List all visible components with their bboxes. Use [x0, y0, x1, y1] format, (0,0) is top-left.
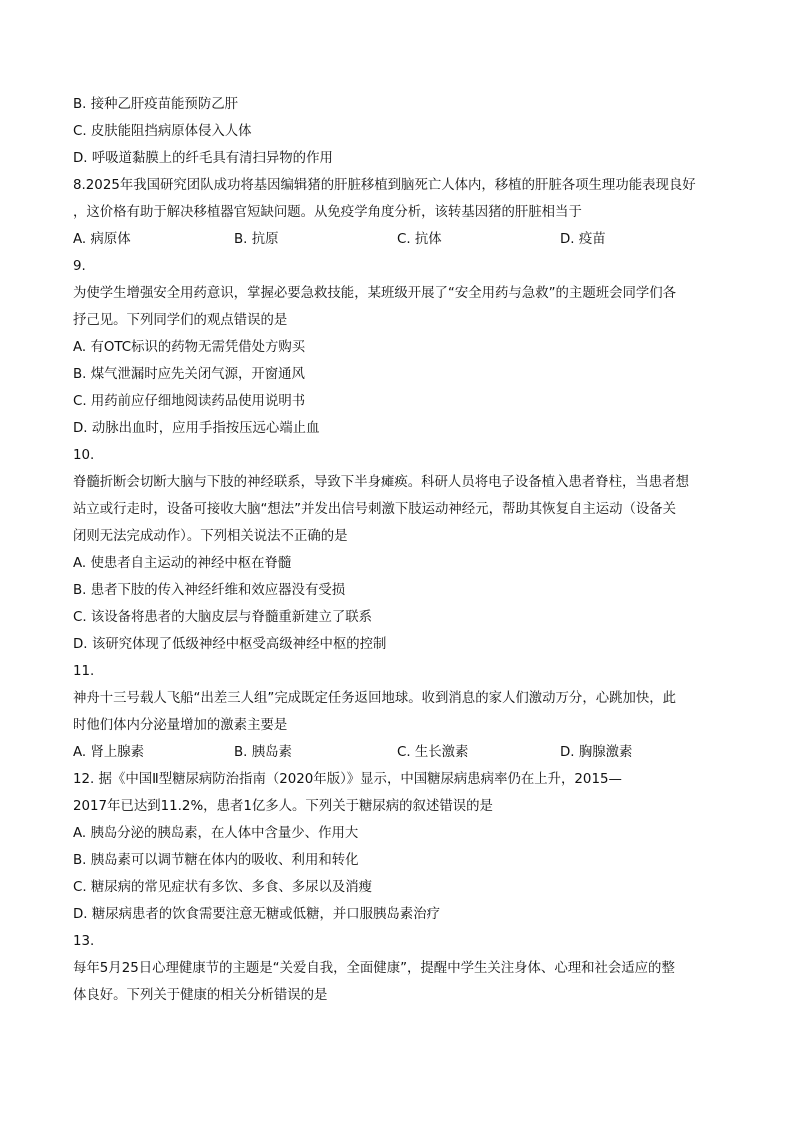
q8-option-a: A. 病原体	[73, 232, 131, 247]
q9-option-a: A. 有OTC标识的药物无需凭借处方购买	[73, 340, 306, 355]
q13-number: 13.	[73, 934, 95, 949]
q9-option-d: D. 动脉出血时，应用手指按压远心端止血	[73, 421, 320, 436]
q8-stem-line2: ，这价格有助于解决移植器官短缺问题。从免疫学角度分析，该转基因猪的肝脏相当于	[73, 205, 582, 220]
q12-option-b: B. 胰岛素可以调节糖在体内的吸收、利用和转化	[73, 853, 359, 868]
q9-stem-line1: 为使学生增强安全用药意识，掌握必要急救技能，某班级开展了“安全用药与急救”的主题班会同学们各	[73, 286, 677, 301]
q10-option-c: C. 该设备将患者的大脑皮层与脊髓重新建立了联系	[73, 610, 373, 625]
q10-stem-line1: 脊髓折断会切断大脑与下肢的神经联系，导致下半身瘫痪。科研人员将电子设备植入患者脊柱，当患者想	[73, 475, 689, 490]
q9-number: 9.	[73, 259, 86, 274]
q11-option-a: A. 肾上腺素	[73, 745, 144, 760]
q11-stem-line1: 神舟十三号载人飞船“出差三人组”完成既定任务返回地球。收到消息的家人们激动万分，心跳加快，此	[73, 691, 677, 706]
q8-stem-line1: 8.2025年我国研究团队成功将基因编辑猪的肝脏移植到脑死亡人体内，移植的肝脏各项生理功能表现良好	[73, 178, 696, 193]
q8-option-b: B. 抗原	[234, 232, 279, 247]
q12-option-c: C. 糖尿病的常见症状有多饮、多食、多尿以及消瘦	[73, 880, 373, 895]
q9-stem-line2: 抒己见。下列同学们的观点错误的是	[73, 313, 288, 328]
q9-option-c: C. 用药前应仔细地阅读药品使用说明书	[73, 394, 306, 409]
q11-option-d: D. 胸腺激素	[560, 745, 633, 760]
q10-stem-line2: 站立或行走时，设备可接收大脑“想法”并发出信号刺激下肢运动神经元，帮助其恢复自主运动（设备关	[73, 502, 677, 517]
q13-stem-line1: 每年5月25日心理健康节的主题是“关爱自我，全面健康”，提醒中学生关注身体、心理和社会适应的整	[73, 961, 675, 976]
q7-option-d: D. 呼吸道黏膜上的纤毛具有清扫异物的作用	[73, 151, 333, 166]
q10-option-d: D. 该研究体现了低级神经中枢受高级神经中枢的控制	[73, 637, 387, 652]
q10-stem-line3: 闭则无法完成动作）。下列相关说法不正确的是	[73, 529, 348, 544]
q12-option-a: A. 胰岛分泌的胰岛素，在人体中含量少、作用大	[73, 826, 359, 841]
q11-number: 11.	[73, 664, 95, 679]
q13-stem-line2: 体良好。下列关于健康的相关分析错误的是	[73, 988, 328, 1003]
q11-option-c: C. 生长激素	[397, 745, 469, 760]
q8-options	[73, 231, 723, 249]
q11-option-b: B. 胰岛素	[234, 745, 292, 760]
q8-option-d: D. 疫苗	[560, 232, 606, 247]
q10-option-a: A. 使患者自主运动的神经中枢在脊髓	[73, 556, 292, 571]
q11-stem-line2: 时他们体内分泌量增加的激素主要是	[73, 718, 288, 733]
q12-stem-line2: 2017年已达到11.2%，患者1亿多人。下列关于糖尿病的叙述错误的是	[73, 799, 493, 814]
q10-number: 10.	[73, 448, 95, 463]
q12-option-d: D. 糖尿病患者的饮食需要注意无糖或低糖，并口服胰岛素治疗	[73, 907, 440, 922]
q8-option-c: C. 抗体	[397, 232, 442, 247]
q11-options	[73, 744, 723, 762]
q7-option-b: B. 接种乙肝疫苗能预防乙肝	[73, 97, 238, 112]
q7-option-c: C. 皮肤能阻挡病原体侵入人体	[73, 124, 252, 139]
q12-stem-line1: 12. 据《中国Ⅱ型糖尿病防治指南（2020年版）》显示，中国糖尿病患病率仍在上升，2015—	[73, 772, 622, 787]
q9-option-b: B. 煤气泄漏时应先关闭气源，开窗通风	[73, 367, 305, 382]
q10-option-b: B. 患者下肢的传入神经纤维和效应器没有受损	[73, 583, 346, 598]
